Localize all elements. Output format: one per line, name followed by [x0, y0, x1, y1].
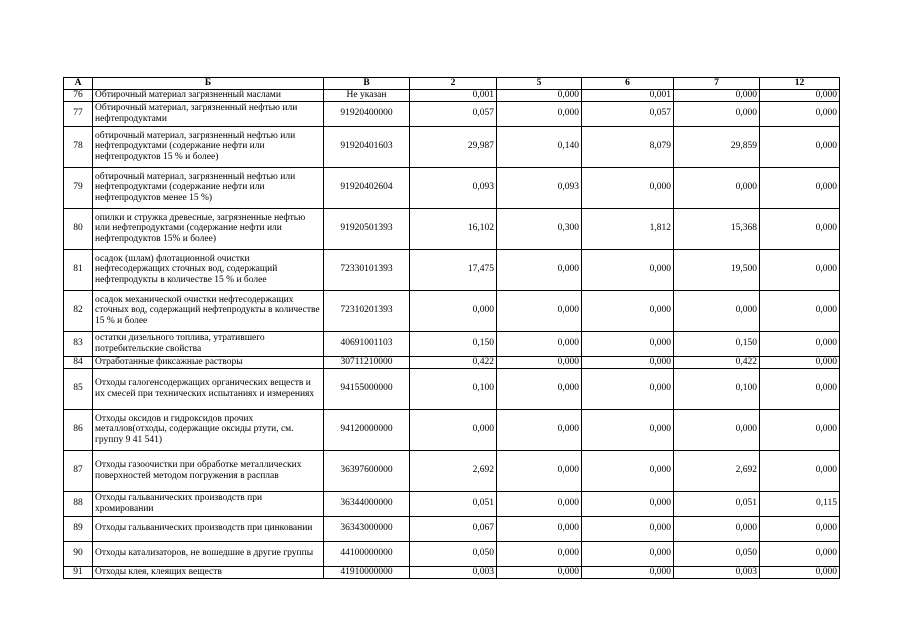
header-cell: 12: [760, 78, 840, 90]
waste-code: 72310201393: [324, 290, 410, 331]
value-col-6: 0,000: [582, 541, 674, 566]
row-number: 86: [64, 409, 93, 450]
waste-name: Отходы катализаторов, не вошедшие в другие группы: [93, 541, 324, 566]
value-col-5: 0,000: [497, 450, 582, 491]
value-col-5: 0,000: [497, 491, 582, 516]
value-col-12: 0,000: [760, 541, 840, 566]
row-number: 84: [64, 356, 93, 368]
value-col-5: 0,000: [497, 249, 582, 290]
row-number: 79: [64, 167, 93, 208]
value-col-5: 0,000: [497, 516, 582, 541]
value-col-2: 2,692: [410, 450, 497, 491]
table-row: [64, 368, 840, 409]
value-col-7: 29,859: [674, 126, 760, 167]
row-number: 76: [64, 89, 93, 101]
value-col-5: 0,000: [497, 409, 582, 450]
value-col-5: 0,000: [497, 356, 582, 368]
waste-name: Отходы гальванических производств при цинковании: [93, 516, 324, 541]
waste-code: Не указан: [324, 89, 410, 101]
value-col-12: 0,000: [760, 249, 840, 290]
table-row: [64, 208, 840, 249]
table-row: [64, 290, 840, 331]
value-col-12: 0,000: [760, 409, 840, 450]
value-col-5: 0,000: [497, 290, 582, 331]
row-number: 90: [64, 541, 93, 566]
table-row: [64, 126, 840, 167]
value-col-5: 0,093: [497, 167, 582, 208]
waste-name: Отходы галогенсодержащих органических веществ и их смесей при технических испытаниях и измерениях: [93, 368, 324, 409]
row-number: 80: [64, 208, 93, 249]
table-row: [64, 516, 840, 541]
value-col-2: 0,093: [410, 167, 497, 208]
waste-code: 91920501393: [324, 208, 410, 249]
waste-name: Отходы гальванических производств при хромировании: [93, 491, 324, 516]
waste-name: обтирочный материал, загрязненный нефтью или нефтепродуктами (содержание нефти или нефтепродуктов менее 15 %): [93, 167, 324, 208]
value-col-2: 0,100: [410, 368, 497, 409]
row-number: 83: [64, 331, 93, 356]
row-number: 85: [64, 368, 93, 409]
value-col-12: 0,000: [760, 368, 840, 409]
value-col-12: 0,000: [760, 290, 840, 331]
value-col-2: 16,102: [410, 208, 497, 249]
value-col-5: 0,000: [497, 101, 582, 126]
value-col-6: 0,000: [582, 356, 674, 368]
value-col-7: 15,368: [674, 208, 760, 249]
row-number: 78: [64, 126, 93, 167]
value-col-6: 0,001: [582, 89, 674, 101]
value-col-6: 0,000: [582, 516, 674, 541]
value-col-2: 0,003: [410, 566, 497, 578]
header-cell: 6: [582, 78, 674, 90]
header-cell: 7: [674, 78, 760, 90]
waste-name: обтирочный материал, загрязненный нефтью или нефтепродуктами (содержание нефти или нефтепродуктов 15 % и более): [93, 126, 324, 167]
row-number: 81: [64, 249, 93, 290]
value-col-12: 0,000: [760, 126, 840, 167]
value-col-7: 0,422: [674, 356, 760, 368]
value-col-6: 1,812: [582, 208, 674, 249]
table-row: [64, 167, 840, 208]
row-number: 88: [64, 491, 93, 516]
value-col-6: 0,000: [582, 566, 674, 578]
value-col-5: 0,000: [497, 331, 582, 356]
value-col-6: 0,000: [582, 290, 674, 331]
value-col-12: 0,000: [760, 208, 840, 249]
header-cell: Б: [93, 78, 324, 90]
value-col-7: 0,003: [674, 566, 760, 578]
waste-name: Отходы газоочистки при обработке металлических поверхностей методом погружения в расплав: [93, 450, 324, 491]
waste-name: осадок (шлам) флотационной очистки нефтесодержащих сточных вод, содержащий нефтепродукты в количестве 15 % и более: [93, 249, 324, 290]
table-row: [64, 566, 840, 578]
value-col-6: 0,000: [582, 249, 674, 290]
table-row: [64, 249, 840, 290]
value-col-7: 0,000: [674, 290, 760, 331]
header-cell: 5: [497, 78, 582, 90]
value-col-7: 0,000: [674, 101, 760, 126]
waste-code: 40691001103: [324, 331, 410, 356]
table-row: [64, 101, 840, 126]
waste-code: 91920402604: [324, 167, 410, 208]
header-cell: А: [64, 78, 93, 90]
value-col-7: 0,000: [674, 167, 760, 208]
row-number: 87: [64, 450, 93, 491]
waste-name: Отработанные фиксажные растворы: [93, 356, 324, 368]
table-row: [64, 356, 840, 368]
value-col-12: 0,000: [760, 331, 840, 356]
value-col-2: 0,150: [410, 331, 497, 356]
value-col-12: 0,000: [760, 516, 840, 541]
value-col-2: 17,475: [410, 249, 497, 290]
table-row: [64, 331, 840, 356]
value-col-12: 0,000: [760, 356, 840, 368]
value-col-5: 0,000: [497, 541, 582, 566]
waste-name: Отходы оксидов и гидроксидов прочих металлов(отходы, содержащие оксиды ртути, см. группу 9 41 541): [93, 409, 324, 450]
table-row: [64, 491, 840, 516]
value-col-2: 0,422: [410, 356, 497, 368]
table-row: [64, 89, 840, 101]
row-number: 77: [64, 101, 93, 126]
table-row: [64, 409, 840, 450]
header-cell: В: [324, 78, 410, 90]
value-col-6: 0,000: [582, 450, 674, 491]
value-col-7: 2,692: [674, 450, 760, 491]
waste-code: 91920401603: [324, 126, 410, 167]
value-col-7: 19,500: [674, 249, 760, 290]
waste-report-table: [63, 77, 840, 579]
header-row: [64, 78, 840, 90]
value-col-12: 0,115: [760, 491, 840, 516]
value-col-6: 0,000: [582, 491, 674, 516]
waste-code: 91920400000: [324, 101, 410, 126]
value-col-5: 0,000: [497, 368, 582, 409]
value-col-5: 0,140: [497, 126, 582, 167]
value-col-2: 0,057: [410, 101, 497, 126]
value-col-2: 0,067: [410, 516, 497, 541]
value-col-2: 0,050: [410, 541, 497, 566]
table-row: [64, 541, 840, 566]
value-col-7: 0,051: [674, 491, 760, 516]
waste-name: осадок механической очистки нефтесодержащих сточных вод, содержащий нефтепродукты в количестве 15 % и более: [93, 290, 324, 331]
table-row: [64, 450, 840, 491]
value-col-5: 0,000: [497, 89, 582, 101]
waste-code: 30711210000: [324, 356, 410, 368]
value-col-12: 0,000: [760, 89, 840, 101]
waste-code: 36397600000: [324, 450, 410, 491]
waste-name: Обтирочный материал загрязненный маслами: [93, 89, 324, 101]
value-col-7: 0,000: [674, 409, 760, 450]
waste-name: опилки и стружка древесные, загрязненные нефтью или нефтепродуктами (содержание нефти или нефтепродуктов 15% и более): [93, 208, 324, 249]
value-col-6: 8,079: [582, 126, 674, 167]
waste-code: 44100000000: [324, 541, 410, 566]
header-cell: 2: [410, 78, 497, 90]
waste-name: остатки дизельного топлива, утратившего потребительские свойства: [93, 331, 324, 356]
value-col-7: 0,150: [674, 331, 760, 356]
waste-code: 94120000000: [324, 409, 410, 450]
row-number: 91: [64, 566, 93, 578]
value-col-2: 0,001: [410, 89, 497, 101]
value-col-2: 0,000: [410, 409, 497, 450]
waste-code: 41910000000: [324, 566, 410, 578]
table-body: [64, 89, 840, 578]
value-col-6: 0,000: [582, 368, 674, 409]
waste-code: 36344000000: [324, 491, 410, 516]
value-col-2: 0,000: [410, 290, 497, 331]
waste-code: 94155000000: [324, 368, 410, 409]
value-col-6: 0,000: [582, 167, 674, 208]
waste-code: 72330101393: [324, 249, 410, 290]
waste-code: 36343000000: [324, 516, 410, 541]
value-col-5: 0,000: [497, 566, 582, 578]
value-col-12: 0,000: [760, 566, 840, 578]
value-col-2: 0,051: [410, 491, 497, 516]
value-col-6: 0,000: [582, 409, 674, 450]
value-col-5: 0,300: [497, 208, 582, 249]
value-col-12: 0,000: [760, 101, 840, 126]
value-col-7: 0,000: [674, 516, 760, 541]
value-col-12: 0,000: [760, 450, 840, 491]
waste-name: Обтирочный материал, загрязненный нефтью или нефтепродуктами: [93, 101, 324, 126]
value-col-6: 0,057: [582, 101, 674, 126]
value-col-12: 0,000: [760, 167, 840, 208]
row-number: 82: [64, 290, 93, 331]
value-col-7: 0,000: [674, 89, 760, 101]
row-number: 89: [64, 516, 93, 541]
value-col-6: 0,000: [582, 331, 674, 356]
waste-name: Отходы клея, клеящих веществ: [93, 566, 324, 578]
value-col-2: 29,987: [410, 126, 497, 167]
value-col-7: 0,100: [674, 368, 760, 409]
value-col-7: 0,050: [674, 541, 760, 566]
